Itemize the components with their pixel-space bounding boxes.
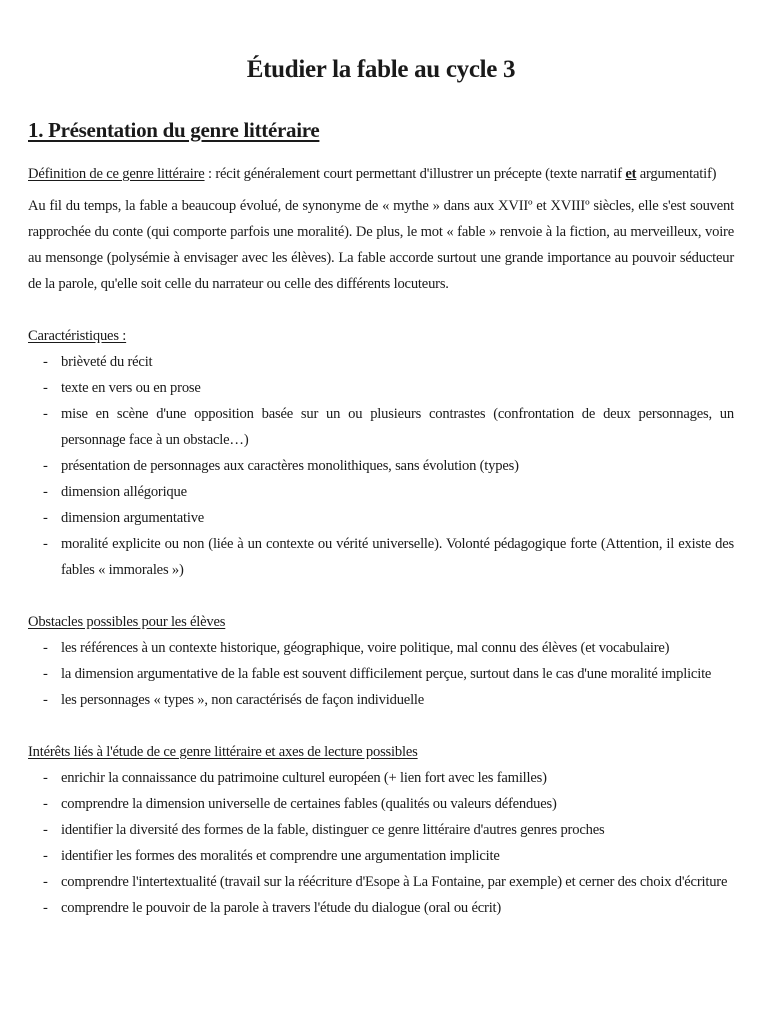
list-item: [28, 817, 734, 843]
list-item: [28, 843, 734, 869]
interests-list: [28, 765, 734, 921]
list-item: [28, 479, 734, 505]
obstacles-heading: [28, 609, 734, 635]
list-item: [28, 375, 734, 401]
dash-bullet: -: [43, 380, 48, 396]
dash-bullet: -: [43, 822, 48, 838]
dash-bullet: -: [43, 796, 48, 812]
list-item-text: comprendre la dimension universelle de certaines fables (qualités ou valeurs défendues): [61, 796, 557, 812]
obstacles-list: [28, 635, 734, 713]
list-item-text: identifier les formes des moralités et comprendre une argumentation implicite: [61, 848, 500, 864]
list-item-text: la dimension argumentative de la fable est souvent difficilement perçue, surtout dans le cas d'une moralité implicite: [61, 666, 712, 682]
dash-bullet: -: [43, 510, 48, 526]
list-item: [28, 791, 734, 817]
dash-bullet: -: [43, 354, 48, 370]
list-item: [28, 531, 734, 583]
list-item: [28, 401, 734, 453]
definition-separator: :: [204, 166, 216, 182]
dash-bullet: -: [43, 770, 48, 786]
dash-bullet: -: [43, 900, 48, 916]
interests-heading-text: Intérêts liés à l'étude de ce genre littéraire et axes de lecture possibles: [28, 744, 418, 760]
list-item-text: les références à un contexte historique, géographique, voire politique, mal connu des élèves (et vocabulaire): [61, 640, 670, 656]
list-item: [28, 869, 734, 895]
dash-bullet: -: [43, 536, 48, 552]
list-item-text: texte en vers ou en prose: [61, 380, 201, 396]
list-item-text: comprendre le pouvoir de la parole à travers l'étude du dialogue (oral ou écrit): [61, 900, 502, 916]
list-item-text: enrichir la connaissance du patrimoine culturel européen (+ lien fort avec les familles): [61, 770, 547, 786]
list-item-text: identifier la diversité des formes de la fable, distinguer ce genre littéraire d'autres genres proches: [61, 822, 605, 838]
list-item-text: brièveté du récit: [61, 354, 153, 370]
list-item: [28, 349, 734, 375]
dash-bullet: -: [43, 406, 48, 422]
list-item-text: comprendre l'intertextualité (travail sur la réécriture d'Esope à La Fontaine, par exemple) et cerner des choix d'écriture: [61, 874, 728, 890]
definition-bold-word: et: [625, 166, 637, 182]
dash-bullet: -: [43, 692, 48, 708]
list-item: [28, 661, 734, 687]
page-title: Étudier la fable au cycle 3: [246, 56, 516, 83]
characteristics-heading-text: Caractéristiques :: [28, 328, 127, 344]
characteristics-heading: [28, 323, 734, 349]
dash-bullet: -: [43, 666, 48, 682]
list-item-text: dimension allégorique: [61, 484, 187, 500]
dash-bullet: -: [43, 458, 48, 474]
list-item: [28, 687, 734, 713]
list-item-text: moralité explicite ou non (liée à un contexte ou vérité universelle). Volonté pédagogique forte (Attention, il existe des fables « immorales »): [61, 536, 734, 578]
list-item: [28, 765, 734, 791]
list-item-text: mise en scène d'une opposition basée sur un ou plusieurs contrastes (confrontation de deux personnages, un personnage face à un obstacle…): [61, 406, 734, 448]
section-heading-text: 1. Présentation du genre littéraire: [28, 118, 320, 142]
definition-text-b: argumentatif): [636, 166, 717, 182]
list-item: [28, 453, 734, 479]
list-item-text: les personnages « types », non caractérisés de façon individuelle: [61, 692, 425, 708]
characteristics-list: [28, 349, 734, 583]
dash-bullet: -: [43, 484, 48, 500]
definition-paragraph: [28, 161, 734, 187]
dash-bullet: -: [43, 874, 48, 890]
list-item: [28, 635, 734, 661]
list-item-text: présentation de personnages aux caractères monolithiques, sans évolution (types): [61, 458, 519, 474]
list-item: [28, 505, 734, 531]
section-heading: [28, 118, 734, 143]
list-item-text: dimension argumentative: [61, 510, 205, 526]
interests-heading: [28, 739, 734, 765]
dash-bullet: -: [43, 848, 48, 864]
definition-text-a: récit généralement court permettant d'illustrer un précepte (texte narratif: [215, 166, 626, 182]
obstacles-heading-text: Obstacles possibles pour les élèves: [28, 614, 226, 630]
definition-label: Définition de ce genre littéraire: [28, 166, 205, 182]
intro-paragraph: Au fil du temps, la fable a beaucoup évolué, de synonyme de « mythe » dans aux XVIIº et XVIIIº siècles, elle s'est souvent rapprochée du conte (qui comporte parfois une moralité). De plus, le mot « fable » renvoie à la fiction, au merveilleux, voire au mensonge (polysémie à envisager avec les élèves). La fable accorde surtout une grande importance au pouvoir séducteur de la parole, qu'elle soit celle du narrateur ou celle des différents locuteurs.: [28, 198, 734, 292]
list-item: [28, 895, 734, 921]
dash-bullet: -: [43, 640, 48, 656]
